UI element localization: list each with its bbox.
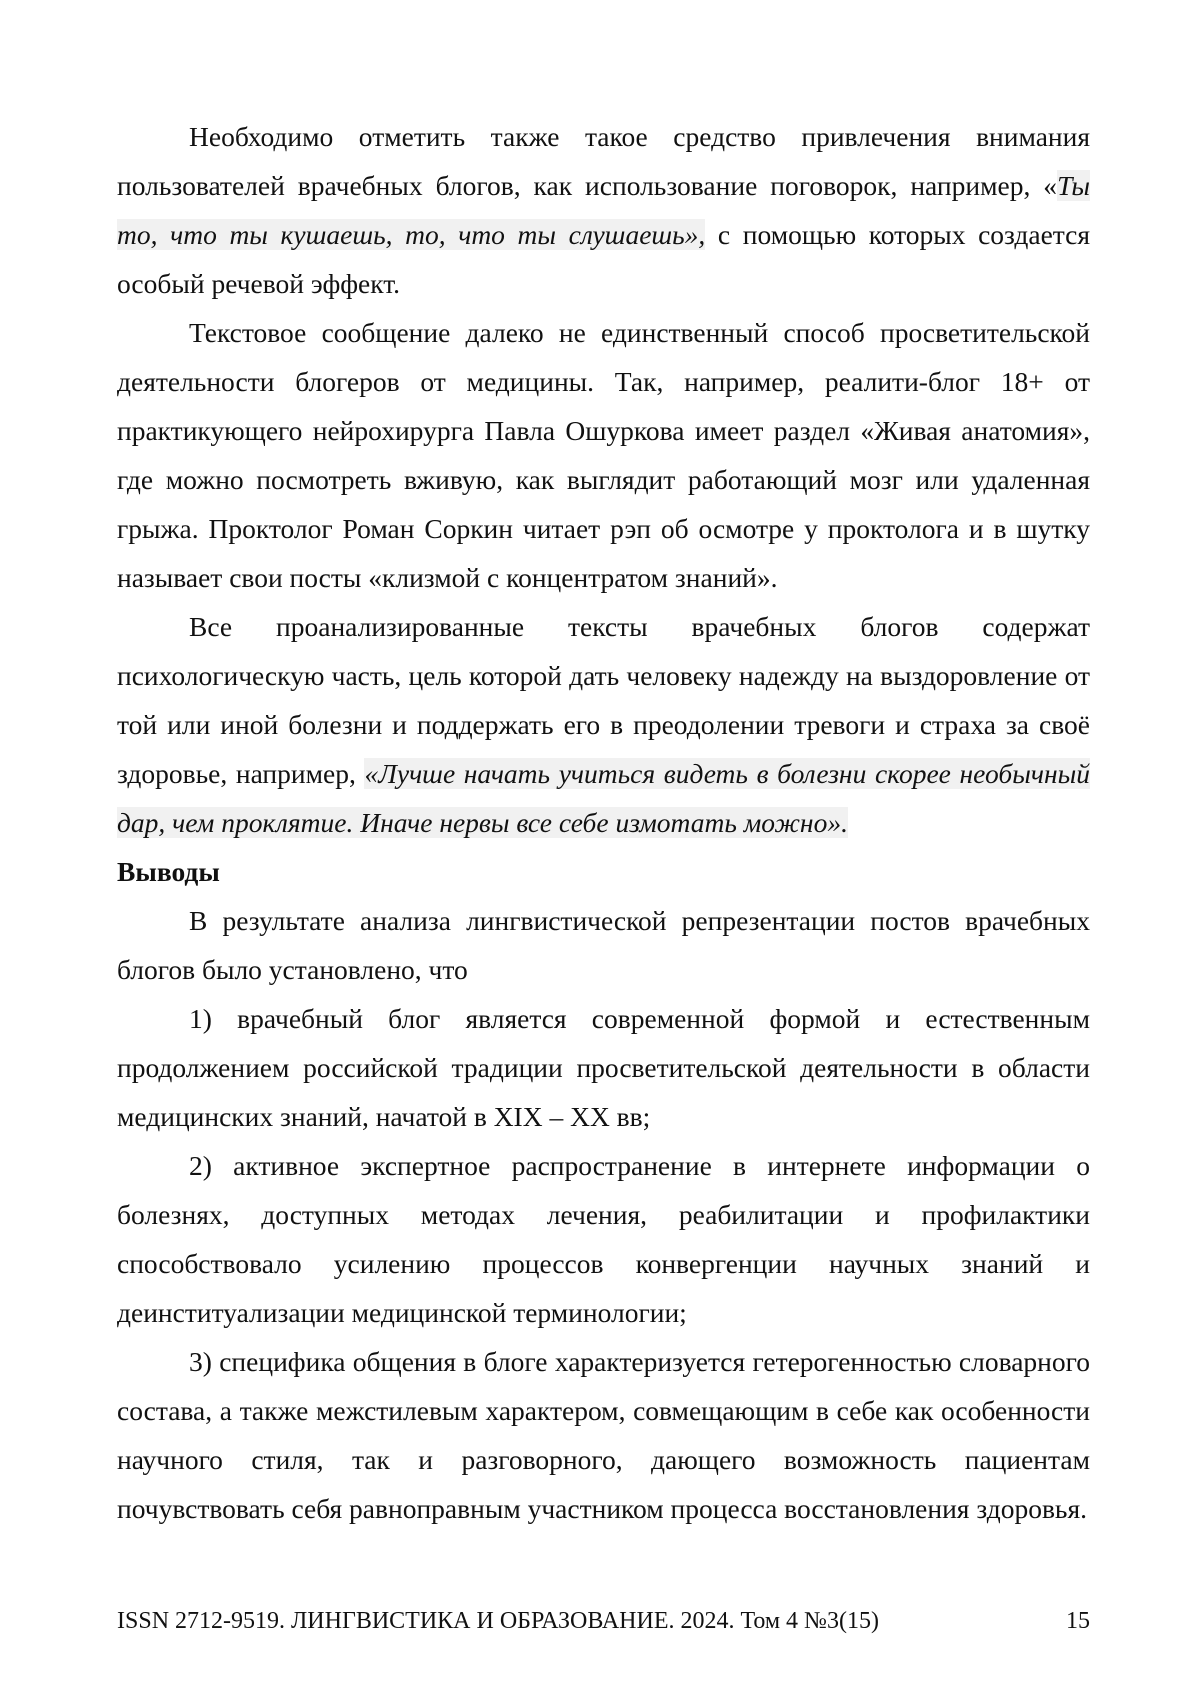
footer-journal-info: ISSN 2712-9519. ЛИНГВИСТИКА И ОБРАЗОВАНИЕ. 2024. Том 4 №3(15)	[117, 1608, 879, 1634]
quote-illness-gift: «Лучше начать учиться видеть в болезни скорее необычный дар, чем проклятие. Иначе нервы все себе измотать можно».	[117, 758, 1090, 838]
paragraph-text: Необходимо отметить также такое средство привлечения внимания пользователей врачебных блогов, как использование поговорок, например, «	[117, 121, 1090, 201]
page-body	[117, 112, 1090, 1533]
paragraph-text: Все проанализированные тексты врачебных блогов содержат психологическую часть, цель которой дать человеку надежду на выздоровление от той или иной болезни и поддержать его в преодолении тревоги и страха за своё здоровье, например,	[117, 611, 1090, 789]
paragraph-not-only-text: Текстовое сообщение далеко не единственный способ просветительской деятельности блогеров от медицины. Так, например, реалити-блог 18+ от практикующего нейрохирурга Павла Ошуркова имеет раздел «Живая анатомия», где можно посмотреть вживую, как выглядит работающий мозг или удаленная грыжа. Проктолог Роман Соркин читает рэп об осмотре у проктолога и в шутку называет свои посты «клизмой с концентратом знаний».	[117, 317, 1090, 593]
paragraph-sayings	[117, 112, 1090, 308]
page-footer	[117, 1606, 1090, 1636]
paragraph-psychological	[117, 602, 1090, 847]
section-heading-conclusions: Выводы	[117, 856, 220, 887]
paragraph-analysis-result: В результате анализа лингвистической репрезентации постов врачебных блогов было установлено, что	[117, 905, 1090, 985]
conclusion-item-2: 2) активное экспертное распространение в интернете информации о болезнях, доступных методах лечения, реабилитации и профилактики способствовало усилению процессов конвергенции научных знаний и деинституализации медицинской терминологии;	[117, 1150, 1090, 1328]
conclusion-item-3: 3) специфика общения в блоге характеризуется гетерогенностью словарного состава, а также межстилевым характером, совмещающим в себе как особенности научного стиля, так и разговорного, дающего возможность пациентам почувствовать себя равноправным участником процесса восстановления здоровья.	[117, 1346, 1090, 1524]
conclusion-item-1: 1) врачебный блог является современной формой и естественным продолжением российской традиции просветительской деятельности в области медицинских знаний, начатой в XIX – XX вв;	[117, 1003, 1090, 1132]
paragraph-text: с помощью которых создается особый речевой эффект.	[117, 219, 1091, 299]
page-number: 15	[1066, 1608, 1090, 1634]
quote-saying: Ты то, что ты кушаешь, то, что ты слушаешь»,	[117, 170, 1090, 250]
